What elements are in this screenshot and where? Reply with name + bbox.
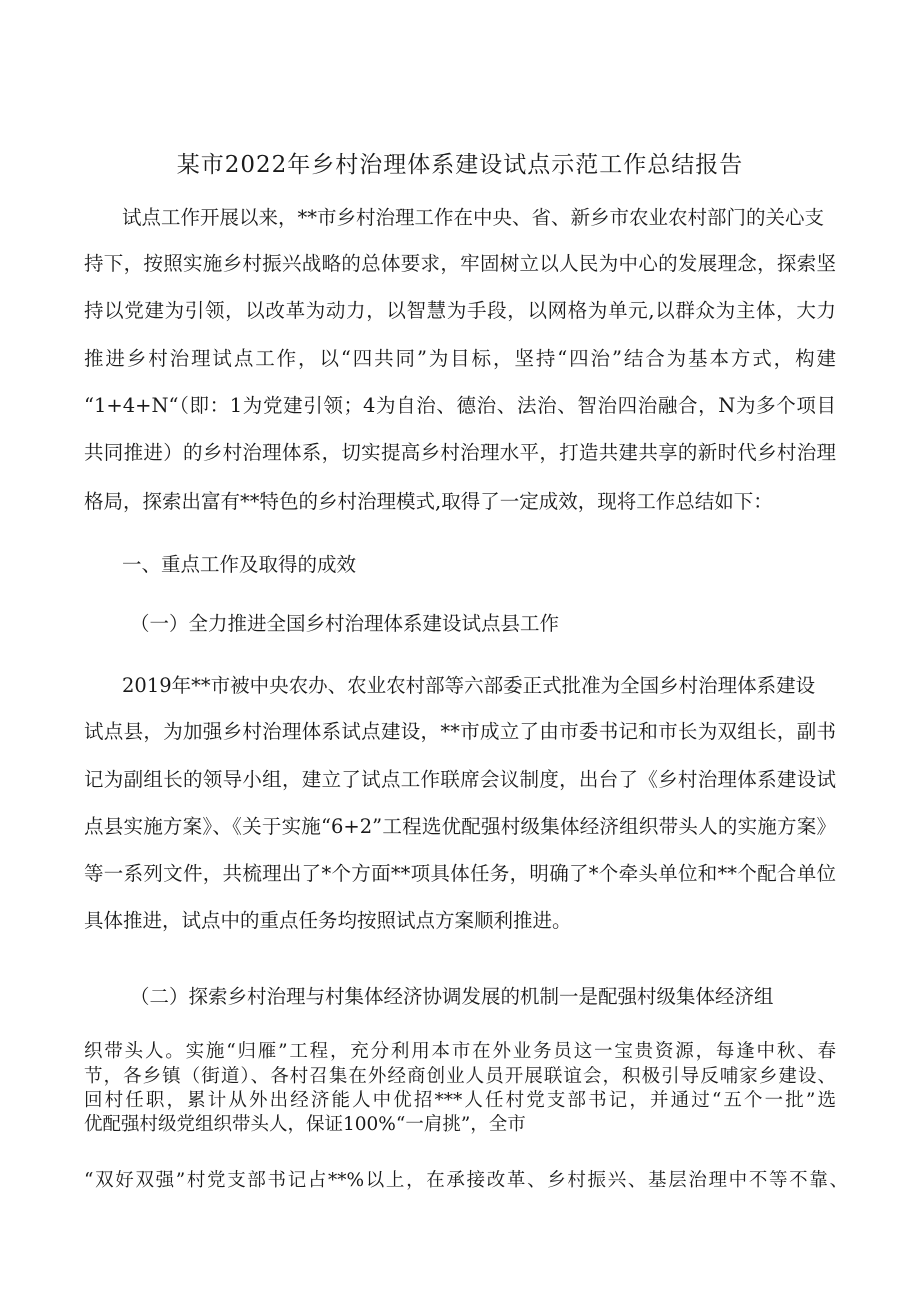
section-heading: 一、重点工作及取得的成效 — [122, 553, 357, 576]
paragraph-line: 试点县，为加强乡村治理体系试点建设，**市成立了由市委书记和市长为双组长，副书 — [84, 720, 836, 743]
paragraph-line: 共同推进）的乡村治理体系，切实提高乡村治理水平，打造共建共享的新时代乡村治理 — [84, 441, 836, 464]
paragraph-line: 优配强村级党组织带头人，保证100%“一肩挑”，全市 — [84, 1114, 526, 1135]
paragraph-line: 推进乡村治理试点工作，以“四共同”为目标，坚持“四治”结合为基本方式，构建 — [84, 347, 836, 370]
paragraph-line: “1+4+N“（即：1为党建引领；4为自治、德治、法治、智治四治融合，N为多个项目 — [84, 394, 836, 417]
paragraph-line: 格局，探索出富有**特色的乡村治理模式,取得了一定成效，现将工作总结如下： — [84, 490, 773, 513]
paragraph-line: 点县实施方案》、《关于实施“6+2”工程选优配强村级集体经济组织带头人的实施方案》 — [84, 815, 836, 838]
paragraph-line: 具体推进，试点中的重点任务均按照试点方案顺利推进。 — [84, 909, 572, 932]
paragraph-line: 持以党建为引领，以改革为动力，以智慧为手段，以网格为单元,以群众为主体，大力 — [84, 299, 836, 322]
paragraph-line: 织带头人。实施“归雁”工程，充分利用本市在外业务员这一宝贵资源，每逢中秋、春 — [84, 1041, 836, 1062]
paragraph-line: 持下，按照实施乡村振兴战略的总体要求，牢固树立以人民为中心的发展理念，探索坚 — [84, 252, 836, 275]
paragraph-line: 回村任职，累计从外出经济能人中优招***人任村党支部书记，并通过“五个一批”选 — [84, 1090, 836, 1111]
paragraph-line: 试点工作开展以来，**市乡村治理工作在中央、省、新乡市农业农村部门的关心支 — [122, 206, 825, 229]
subsection-heading: （二）探索乡村治理与村集体经济协调发展的机制一是配强村级集体经济组 — [130, 985, 774, 1008]
subsection-heading: （一）全力推进全国乡村治理体系建设试点县工作 — [130, 612, 560, 635]
paragraph-line: 2019年**市被中央农办、农业农村部等六部委正式批准为全国乡村治理体系建设 — [122, 674, 816, 697]
paragraph-line: 等一系列文件，共梳理出了*个方面**项具体任务，明确了*个牵头单位和**个配合单位 — [84, 862, 836, 885]
document-title: 某市2022年乡村治理体系建设试点示范工作总结报告 — [176, 152, 744, 178]
paragraph-line: 记为副组长的领导小组，建立了试点工作联席会议制度，出台了《乡村治理体系建设试 — [84, 768, 836, 791]
paragraph-line: “双好双强”村党支部书记占**%以上，在承接改革、乡村振兴、基层治理中不等不靠、 — [84, 1170, 848, 1191]
paragraph-line: 节，各乡镇（街道）、各村召集在外经商创业人员开展联谊会，积极引导反哺家乡建设、 — [84, 1066, 836, 1087]
